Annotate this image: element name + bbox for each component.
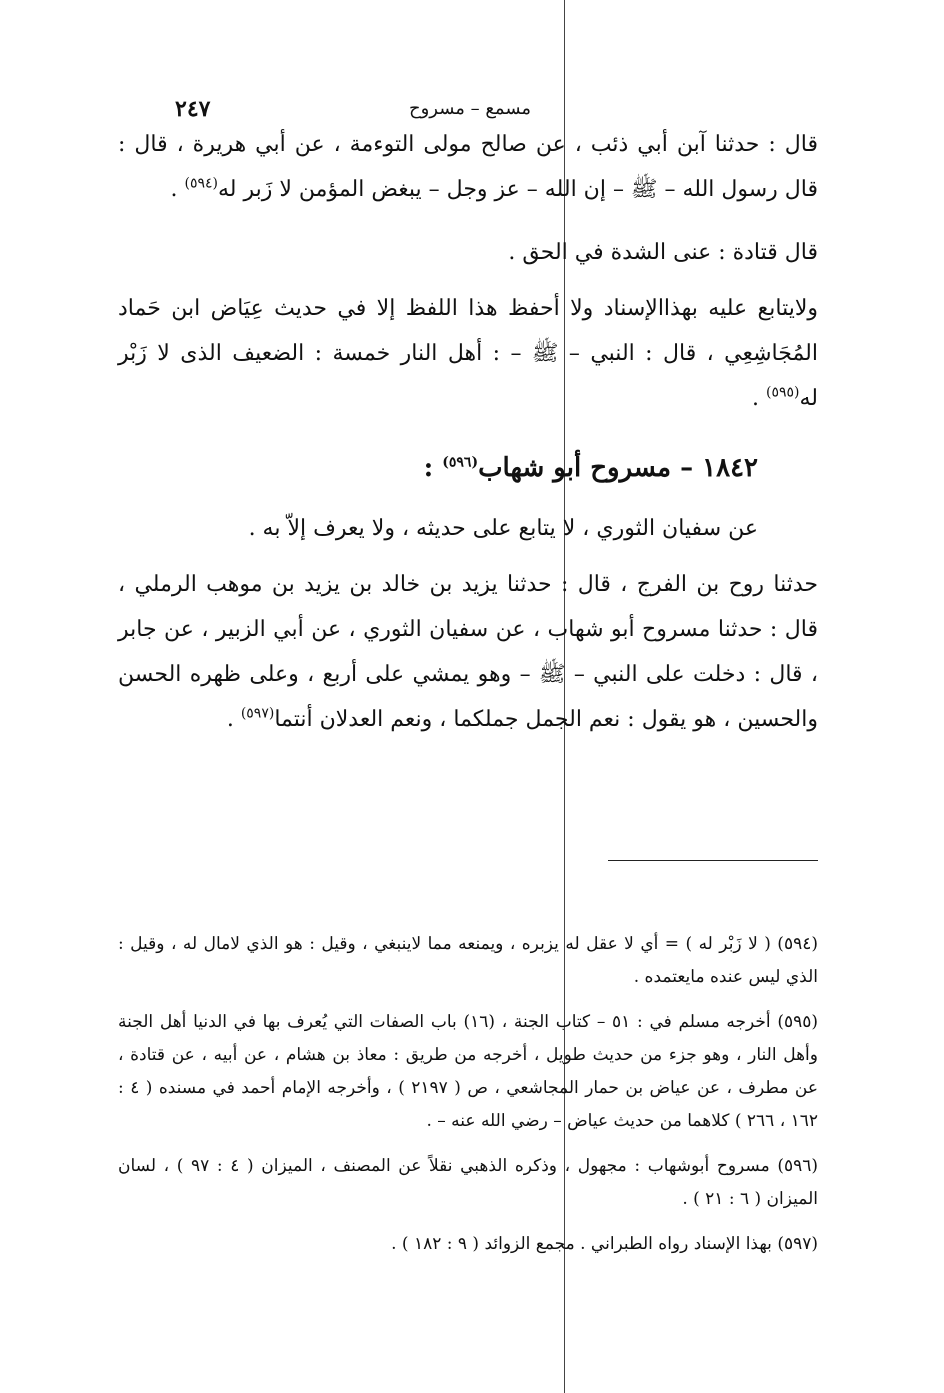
entry-title: مسروح أبو شهاب bbox=[478, 453, 672, 483]
page-header bbox=[120, 92, 820, 126]
footnotes-section bbox=[118, 928, 818, 1273]
running-title: مسمع – مسروح bbox=[408, 98, 532, 119]
entry-end: : bbox=[423, 453, 443, 483]
paragraph-text: حدثنا روح بن الفرج ، قال : حدثنا يزيد بن خالد بن يزيد بن موهب الرملي ، قال : حدثنا مسروح أبو شهاب ، عن سفيان الثوري ، عن أبي الزبير ، عن جابر ، قال : دخلت على النبي – ﷺ – وهو يمشي على أربع ، وعلى ظهره الحسن والحسين ، هو يقول : نعم الجمل جملكما ، ونعم العدلان أنتما bbox=[118, 572, 818, 732]
paragraph-text: قال : حدثنا آبن أبي ذئب ، عن صالح مولى التوءمة ، عن أبي هريرة ، قال : قال رسول الله – ﷺ – إن الله – عز وجل – يبغض المؤمن لا زَبر له bbox=[118, 132, 818, 202]
page-number: ٢٤٧ bbox=[175, 96, 211, 122]
footnote-595: (٥٩٥) أخرجه مسلم في : ٥١ – كتاب الجنة ، (١٦) باب الصفات التي يُعرف بها في الدنيا أهل الجنة وأهل النار ، وهو جزء من حديث طويل ، أخرجه من طريق : معاذ بن هشام ، عن أبيه ، عن قتادة ، عن مطرف ، عن عياض بن حمار المجاشعي ، ص ( ٢١٩٧ ) ، وأخرجه الإمام أحمد في مسنده ( ٤ : ١٦٢ ، ٢٦٦ ) كلاهما من حديث عياض – رضي الله عنه – . bbox=[118, 1012, 819, 1131]
paragraph-hadith-1 bbox=[118, 122, 818, 212]
paragraph-end: . bbox=[752, 386, 766, 411]
paragraph-iyad-hadith bbox=[118, 286, 818, 421]
entry-separator: – bbox=[671, 453, 703, 483]
footnote-separator bbox=[608, 860, 818, 861]
paragraph-isnad bbox=[118, 562, 818, 742]
paragraph-end: . bbox=[170, 177, 185, 202]
paragraph-end: . bbox=[226, 707, 241, 732]
paragraph-qatada bbox=[118, 230, 818, 275]
footnote-ref-596: (٥٩٦) bbox=[442, 454, 479, 471]
entry-number: ١٨٤٢ bbox=[702, 453, 758, 483]
footnote-596: (٥٩٦) مسروح أبوشهاب : مجهول ، وذكره الذهبي نقلاً عن المصنف ، الميزان ( ٤ : ٩٧ ) ، لسان الميزان ( ٦ : ٢١ ) . bbox=[118, 1156, 818, 1209]
paragraph-text: ولايتابع عليه بهذاالإسناد ولا أحفظ هذا اللفظ إلا في حديث عِيَاض ابن حَماد المُجَاشِعِي ، قال : النبي – ﷺ – : أهل النار خمسة : الضعيف الذى لا زَبْر له bbox=[118, 296, 818, 411]
entry-heading bbox=[118, 448, 758, 488]
paragraph-entry-note bbox=[118, 506, 758, 551]
footnote-ref-595: (٥٩٥) bbox=[766, 384, 800, 401]
footnote-ref-594: (٥٩٤) bbox=[184, 175, 219, 192]
paragraph-text: قال قتادة : عنى الشدة في الحق . bbox=[508, 240, 818, 265]
footnote-597: (٥٩٧) بهذا الإسناد رواه الطبراني . مجمع الزوائد ( ٩ : ١٨٢ ) . bbox=[391, 1234, 818, 1254]
footnote-ref-597: (٥٩٧) bbox=[240, 705, 275, 722]
paragraph-text: عن سفيان الثوري ، لا يتابع على حديثه ، ولا يعرف إلاّ به . bbox=[248, 516, 758, 541]
footnote-594: (٥٩٤) ( لا زَبْر له ) = أي لا عقل له يزبره ، ويمنعه مما لاينبغي ، وقيل : هو الذي لامال له ، وقيل : الذي ليس عنده مايعتمده . bbox=[118, 934, 818, 987]
